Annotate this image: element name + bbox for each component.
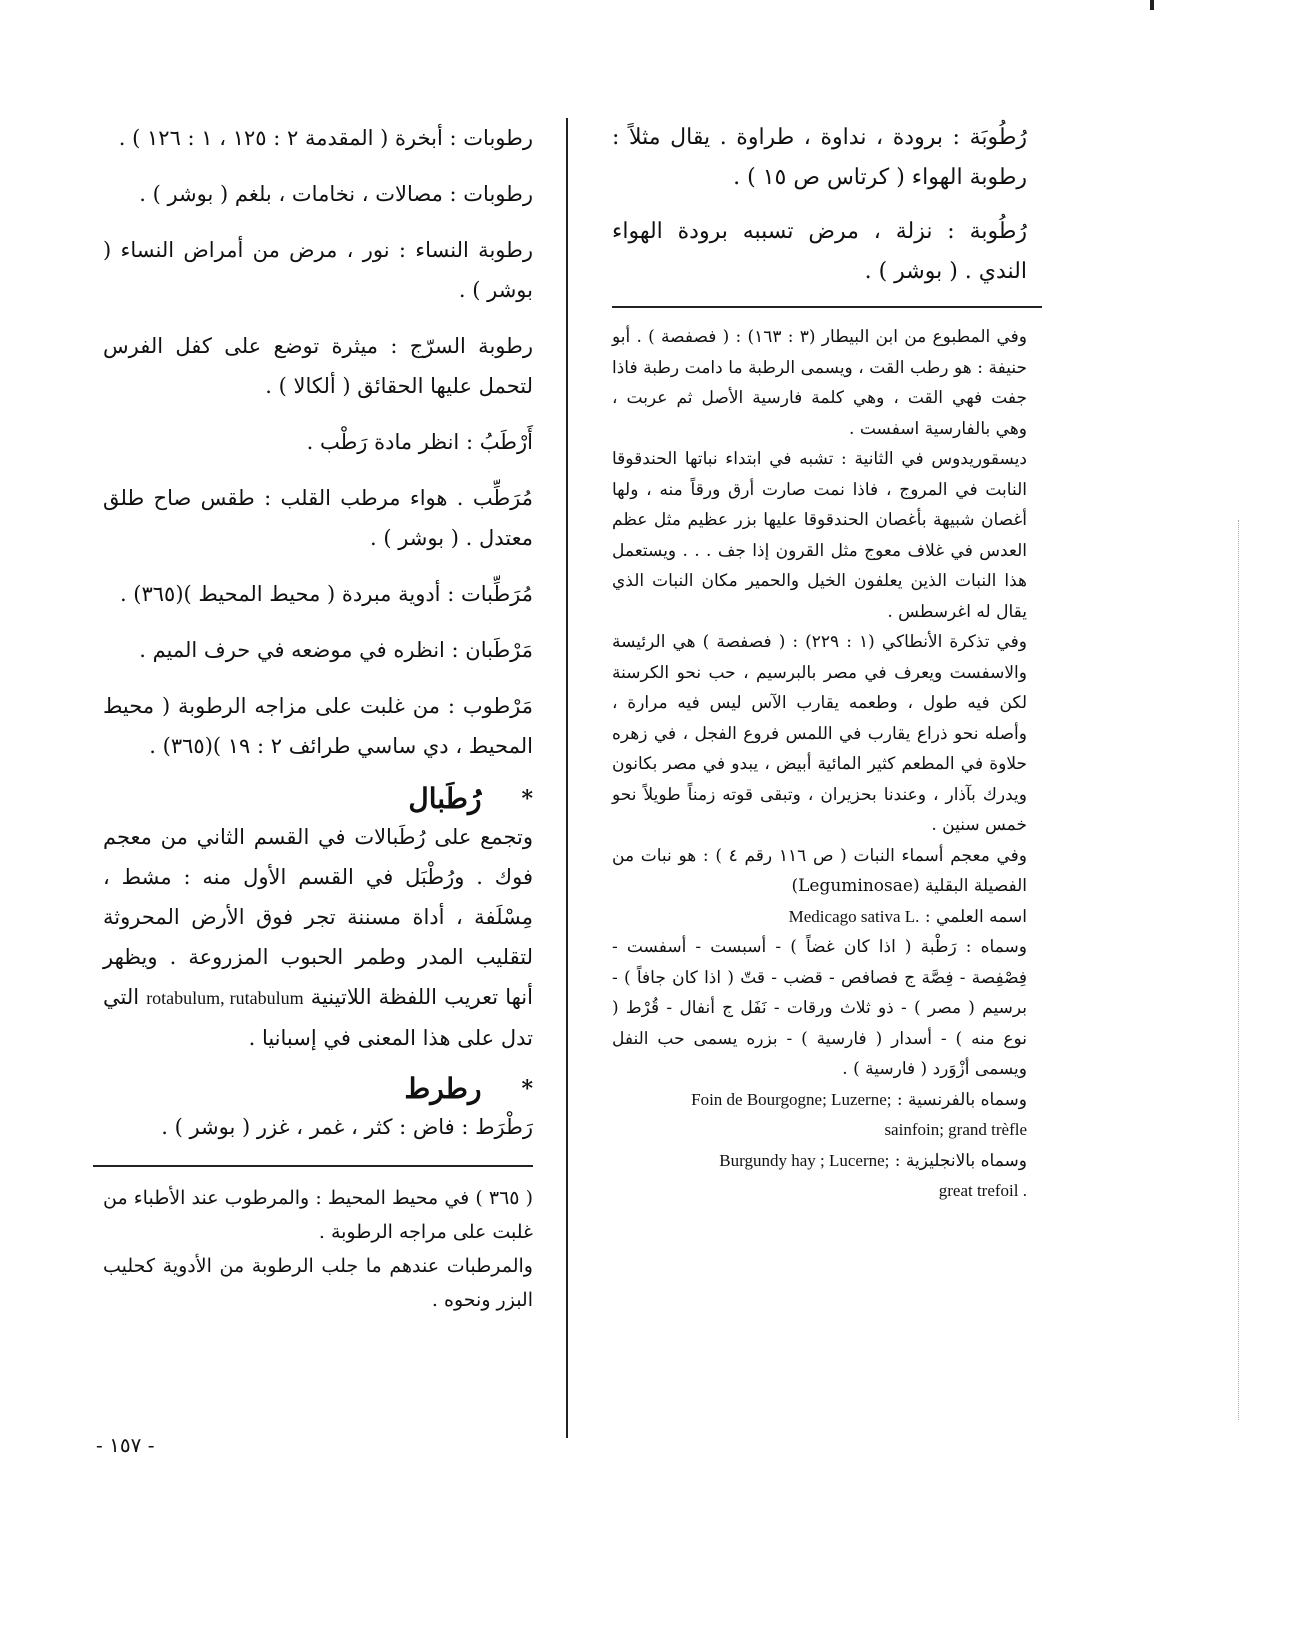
scientific-label: اسمه العلمي :: [924, 906, 1027, 927]
footnote-365-a: ( ٣٦٥ ) في محيط المحيط : والمرطوب عند الأطباء من غلبت على مراجه الرطوبة .: [103, 1187, 533, 1243]
heading-ratabal: [103, 782, 533, 815]
entry-ratrat: رَطْرَط : فاض : كثر ، غمر ، غزر ( بوشر ) .: [161, 1115, 533, 1139]
left-column: [103, 118, 533, 1317]
english-names-1: Burgundy hay ; Lucerne;: [719, 1150, 890, 1170]
asterisk-icon: *: [521, 1075, 533, 1102]
entry-rutubat-2: رطوبات : مصالات ، نخامات ، بلغم ( بوشر ) .: [139, 182, 533, 206]
entry-rutuba-1: رُطُوبَة : برودة ، نداوة ، طراوة . يقال مثلاً : رطوبة الهواء ( كرتاس ص ١٥ ) .: [612, 125, 1027, 190]
page-number: - ١٥٧ -: [96, 1433, 155, 1457]
english-label: وسماه بالانجليزية :: [894, 1150, 1027, 1171]
entry-martub: مَرْطوب : من غلبت على مزاجه الرطوبة ( محيط المحيط ، دي ساسي طرائف ٢ : ١٩ )(٣٦٥) .: [103, 694, 533, 758]
entry-rutubat-1: رطوبات : أبخرة ( المقدمة ٢ : ١٢٥ ، ١ : ١٢٦ ) .: [118, 126, 533, 150]
asterisk-icon: *: [521, 785, 533, 812]
note-antaki: وفي تذكرة الأنطاكي (١ : ٢٢٩) : ( فصفصة ) هي الرئيسة والاسفست ويعرف في مصر بالبرسيم ، حب نحو الكرسنة لكن فيه طول ، وطعمه يقارب الآس ليس فيه مرارة ، وأصله نحو ذراع يقارب في اللمس فروع الفجل ، في زهره حلاوة في المطعم كثير المائية أبيض ، يبدو في مصر بكانون ويدرك بآذار ، وعندنا بحزيران ، وتبقى قوته زمناً طويلاً نحو خمس سنين .: [612, 632, 1027, 835]
footnote-365-b: والمرطبات عندهم ما جلب الرطوبة من الأدوية كحليب البزر ونحوه .: [103, 1255, 533, 1311]
entry-rutuba-2: رُطُوبة : نزلة ، مرض تسببه برودة الهواء الندي . ( بوشر ) .: [612, 219, 1027, 284]
english-names-line: [612, 1146, 1027, 1177]
french-names-line: [612, 1085, 1027, 1116]
page-edge: [1238, 520, 1240, 1420]
right-column: [612, 118, 1027, 1207]
entry-martaban: مَرْطَبان : انظره في موضعه في حرف الميم .: [139, 638, 533, 662]
scan-speck: [1150, 0, 1154, 10]
note-synonyms: وسماه : رَطْبة ( اذا كان غضاً ) - أسبست - أسفست - فِصْفِصة - فِصَّة ج فصافص - قضب - قتّ ( اذا كان جافاً ) - برسيم ( مصر ) - ذو ثلاث ورقات - نَفَل ج أنفال - قُرْط ( نوع منه ) - أسدار ( فارسية ) - بزره يسمى حب النفل ويسمى أزْوَرد ( فارسية ) .: [612, 937, 1027, 1079]
french-names-2: sainfoin; grand trèfle: [884, 1120, 1027, 1139]
french-names-line-2: [612, 1115, 1027, 1146]
column-divider: [566, 118, 568, 1438]
note-ibn-baytar: وفي المطبوع من ابن البيطار (٣ : ١٦٣) : ( فصفصة ) . أبو حنيفة : هو رطب القت ، ويسمى الرطبة ما دامت رطبة فاذا جفت فهي القت ، وهي كلمة فارسية الأصل ثم عربت ، وهي بالفارسية اسفست .: [612, 327, 1028, 439]
entry-ratabal: [103, 817, 533, 1058]
scientific-name-line: [612, 902, 1027, 933]
english-names-2: great trefoil .: [938, 1181, 1027, 1200]
heading-ratrat-text: رطرط: [404, 1072, 482, 1105]
ratabal-text-1: وتجمع على رُطَبالات في القسم الثاني من معجم فوك . ورُطْبَل في القسم الأول منه : مشط ، مِسْلَفة ، أداة مسننة تجر فوق الأرض المحروثة لتقليب المدر وطمر الحبوب المزروعة . ويظهر أنها تعريب اللفظة اللاتينية: [103, 825, 533, 1009]
french-names-1: Foin de Bourgogne; Luzerne;: [691, 1089, 892, 1109]
entry-murattibat: مُرَطِّبات : أدوية مبردة ( محيط المحيط )(٣٦٥) .: [119, 582, 533, 606]
footnote-divider: [93, 1165, 533, 1167]
entry-rutubat-sarj: رطوبة السرّج : ميثرة توضع على كفل الفرس لتحمل عليها الحقائق ( ألكالا ) .: [103, 334, 533, 398]
heading-ratrat: [103, 1072, 533, 1105]
notes-divider: [612, 306, 1042, 308]
entry-artab: أَرْطَبُ : انظر مادة رَطْب .: [306, 430, 533, 454]
note-dioscorides: ديسقوريدوس في الثانية : تشبه في ابتداء نباتها الحندقوقا النابت في المروج ، فاذا نمت صارت أرق ورقاً منه ، ولها أغصان شبيهة بأغصان الحندقوقا عليها بزر عظيم مثل عظم العدس في غلاف معوج مثل القرون إذا جف . . . ويستعمل هذا النبات الذين يعلفون الخيل والحمير مكان النبات الذي يقال له اغرسطس .: [612, 449, 1027, 622]
scientific-name: Medicago sativa L.: [788, 906, 920, 926]
entry-rutubat-nisa: رطوبة النساء : نور ، مرض من أمراض النساء ( بوشر ) .: [103, 238, 533, 302]
note-plant-dictionary: وفي معجم أسماء النبات ( ص ١١٦ رقم ٤ ) : هو نبات من الفصيلة البقلية (Leguminosae): [612, 845, 1027, 896]
ratabal-latin: rotabulum, rutabulum: [146, 988, 304, 1008]
entry-murattib: مُرَطِّب . هواء مرطب القلب : طقس صاح طلق معتدل . ( بوشر ) .: [103, 486, 533, 550]
heading-ratabal-text: رُطَبال: [408, 782, 482, 815]
english-names-line-2: [612, 1176, 1027, 1207]
french-label: وسماه بالفرنسية :: [896, 1089, 1027, 1110]
ratabal-text-2: التي تدل على هذا المعنى في إسبانيا .: [103, 985, 533, 1050]
